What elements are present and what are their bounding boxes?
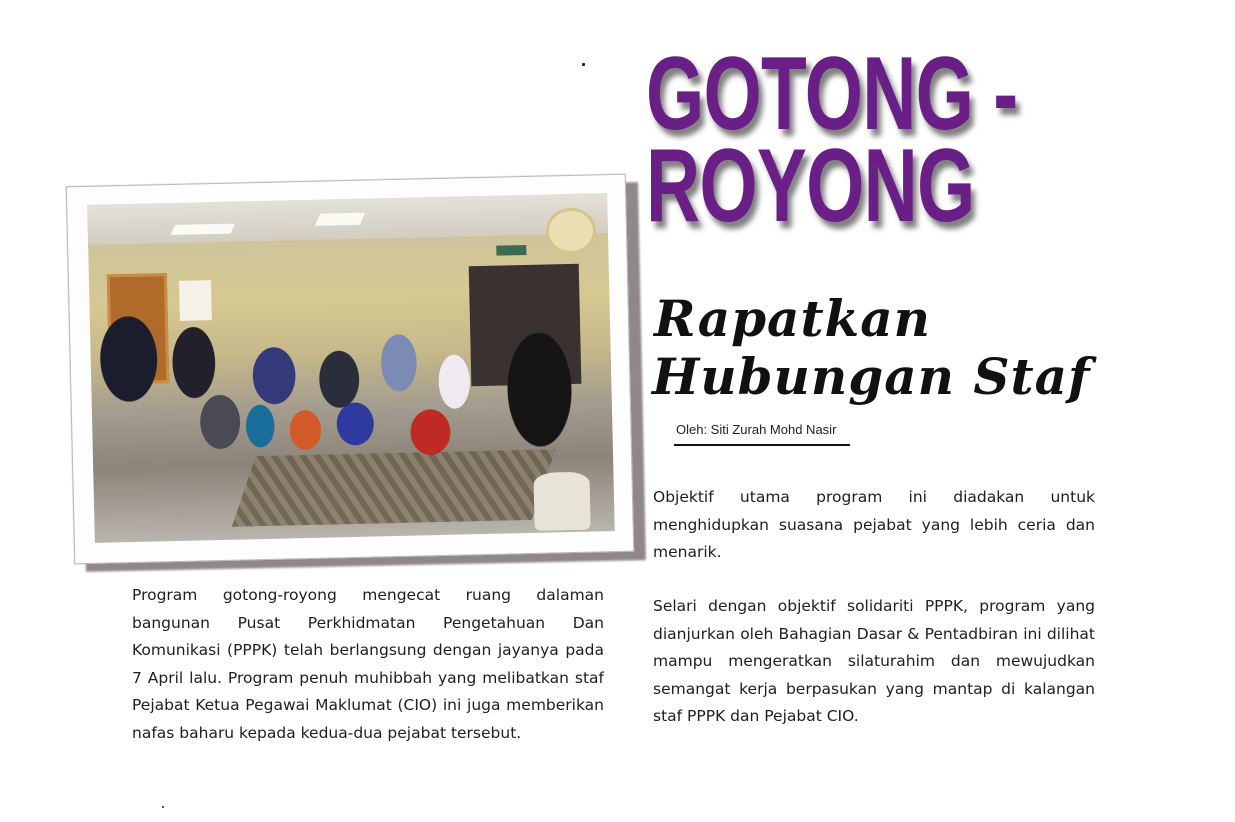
photo-ceiling-light bbox=[315, 213, 365, 226]
article-subtitle bbox=[652, 290, 1091, 406]
author-byline: Oleh: Siti Zurah Mohd Nasir bbox=[676, 422, 837, 437]
title-line-1: GOTONG - bbox=[646, 36, 1018, 152]
byline-underline bbox=[674, 444, 850, 446]
photo-ceiling-light bbox=[171, 224, 235, 235]
body-column-left bbox=[132, 582, 604, 748]
title-line-2: ROYONG bbox=[646, 128, 975, 244]
photo-frame bbox=[66, 174, 634, 565]
group-photo bbox=[87, 193, 615, 543]
photo-exit-sign bbox=[496, 245, 526, 256]
photo-paint-bucket bbox=[533, 472, 590, 531]
body-column-right-paragraph-2 bbox=[653, 593, 1095, 731]
article-title bbox=[646, 36, 1018, 244]
body-paragraph: Program gotong-royong mengecat ruang dalaman bangunan Pusat Perkhidmatan Pengetahuan Dan Komunikasi (PPPK) telah berlangsung dengan jayanya pada 7 April lalu. Program penuh muhibbah yang melibatkan staf Pejabat Ketua Pegawai Maklumat (CIO) ini juga memberikan nafas baharu kepada kedua-dua pejabat tersebut. bbox=[132, 586, 604, 742]
body-paragraph: Selari dengan objektif solidariti PPPK, program yang dianjurkan oleh Bahagian Dasar & Pentadbiran ini dilihat mampu mengeratkan silaturahim dan mewujudkan semangat kerja berpasukan yang mantap di kalangan staf PPPK dan Pejabat CIO. bbox=[653, 597, 1095, 726]
subtitle-line-2: Hubungan Staf bbox=[652, 347, 1091, 406]
scan-speck bbox=[162, 806, 164, 808]
photo-fan bbox=[545, 207, 596, 254]
photo-crowd bbox=[97, 278, 601, 479]
scan-speck bbox=[582, 63, 585, 66]
body-column-right-paragraph-1 bbox=[653, 484, 1095, 567]
body-paragraph: Objektif utama program ini diadakan untuk menghidupkan suasana pejabat yang lebih ceria dan menarik. bbox=[653, 488, 1095, 562]
subtitle-line-1: Rapatkan bbox=[654, 289, 931, 348]
